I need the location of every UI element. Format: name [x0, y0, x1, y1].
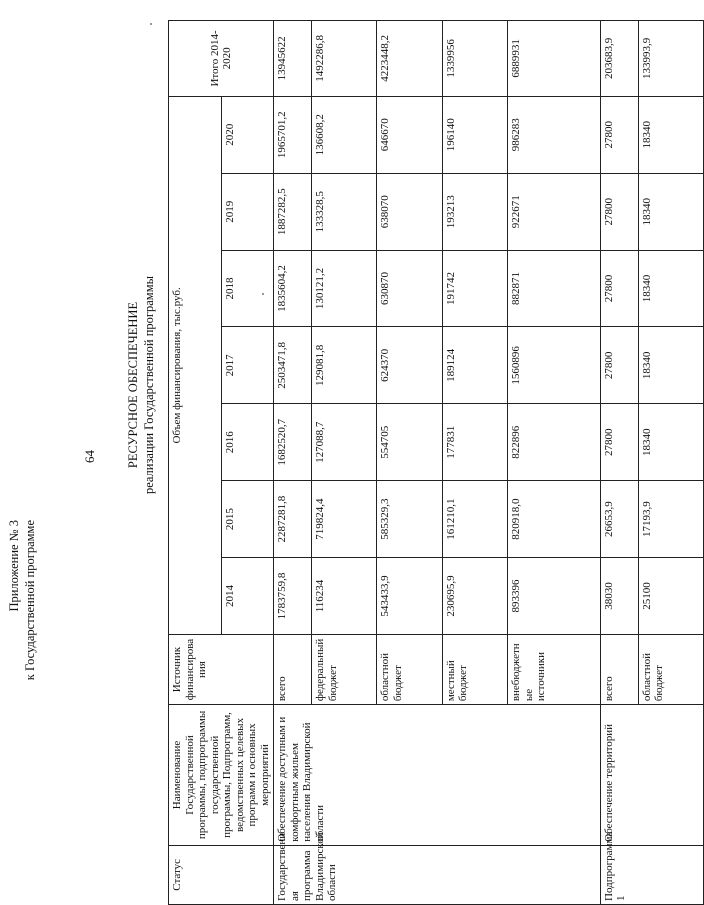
row-total: 4223448,2	[377, 21, 442, 97]
row-value: 38030	[600, 558, 638, 635]
row-value: 18340	[638, 327, 703, 404]
row-source: федеральный бюджет	[312, 634, 377, 704]
row-value: 27800	[600, 404, 638, 481]
row-value: 191742	[442, 250, 507, 327]
row-status: Государствени ая программа Владимирской области	[274, 845, 601, 904]
row-value: 136608,2	[312, 96, 377, 173]
header-year: 2019	[221, 173, 274, 250]
header-total: Итого 2014-2020	[169, 21, 274, 97]
row-source: областной бюджет	[638, 634, 703, 704]
row-value: 193213	[442, 173, 507, 250]
table-row	[274, 21, 312, 905]
table-body	[274, 21, 704, 905]
row-value: 585329,3	[377, 481, 442, 558]
row-value: 719824,4	[312, 481, 377, 558]
row-value: 624370	[377, 327, 442, 404]
row-value: 1682520,7	[274, 404, 312, 481]
row-value: 822896	[508, 404, 601, 481]
appendix-line-1: Приложение № 3	[7, 520, 21, 612]
row-value: 1835604,2	[274, 250, 312, 327]
row-value: 18340	[638, 173, 703, 250]
row-value: 18340	[638, 404, 703, 481]
row-value: 18340	[638, 250, 703, 327]
document-title	[125, 165, 157, 605]
row-value: 116234	[312, 558, 377, 635]
row-source: областной бюджет	[377, 634, 442, 704]
row-value: 189124	[442, 327, 507, 404]
row-value: 646670	[377, 96, 442, 173]
row-value: 129081,8	[312, 327, 377, 404]
row-value: 820918,0	[508, 481, 601, 558]
row-total: 1339956	[442, 21, 507, 97]
table-row	[600, 21, 638, 905]
row-value: 133328,5	[312, 173, 377, 250]
page-number: 64	[82, 450, 97, 463]
row-name: Обеспечение территорий	[600, 705, 703, 846]
row-value: 1560896	[508, 327, 601, 404]
row-value: 893396	[508, 558, 601, 635]
header-year: 2020	[221, 96, 274, 173]
row-source: всего	[274, 634, 312, 704]
row-value: 630870	[377, 250, 442, 327]
row-value: 17193,9	[638, 481, 703, 558]
row-value: 2287281,8	[274, 481, 312, 558]
resource-table	[168, 20, 704, 905]
row-value: 18340	[638, 96, 703, 173]
row-value: 230695,9	[442, 558, 507, 635]
header-row-1	[169, 21, 222, 905]
header-funding: Объем финансирования, тыс.руб.	[169, 96, 222, 634]
header-year: 2015	[221, 481, 274, 558]
row-value: 27800	[600, 250, 638, 327]
row-value: 127088,7	[312, 404, 377, 481]
row-name: Обеспечение доступным и комфортным жильем населения Владимирской области	[274, 705, 601, 846]
row-value: 130121,2	[312, 250, 377, 327]
row-value: 196140	[442, 96, 507, 173]
row-value: 27800	[600, 96, 638, 173]
row-value: 1783759,8	[274, 558, 312, 635]
row-value: 882871	[508, 250, 601, 327]
row-value: 161210,1	[442, 481, 507, 558]
row-source: внебюджетн ые источники	[508, 634, 601, 704]
row-value: 25100	[638, 558, 703, 635]
appendix-line-2: к Государственной программе	[23, 520, 37, 681]
row-value: 986283	[508, 96, 601, 173]
row-total: 133993,9	[638, 21, 703, 97]
header-year: 2018	[221, 250, 274, 327]
row-value: 27800	[600, 173, 638, 250]
header-year: 2016	[221, 404, 274, 481]
row-value: 1887282,5	[274, 173, 312, 250]
row-value: 554705	[377, 404, 442, 481]
row-value: 27800	[600, 327, 638, 404]
row-total: 1492286,8	[312, 21, 377, 97]
title-line-1: РЕСУРСНОЕ ОБЕСПЕЧЕНИЕ	[126, 301, 140, 469]
appendix-note	[6, 520, 38, 880]
row-source: всего	[600, 634, 638, 704]
row-status: Подпрограмма 1	[600, 845, 703, 904]
row-value: 2503471,8	[274, 327, 312, 404]
header-name: Наименование Государственной программы, подпрограммы государственной программы, Подпрограмм, ведомственных целевых программ и основных мероприятий	[169, 705, 274, 846]
row-total: 6889931	[508, 21, 601, 97]
header-source: Источник финансирова ния	[169, 634, 274, 704]
row-value: 177831	[442, 404, 507, 481]
scan-speck	[262, 293, 264, 295]
row-value: 1965701,2	[274, 96, 312, 173]
header-year: 2014	[221, 558, 274, 635]
title-line-2: реализации Государственной программы	[142, 275, 156, 495]
row-value: 26653,9	[600, 481, 638, 558]
row-source: местный бюджет	[442, 634, 507, 704]
row-total: 203683,9	[600, 21, 638, 97]
row-total: 13945622	[274, 21, 312, 97]
header-status: Статус	[169, 845, 274, 904]
scan-speck	[150, 23, 152, 25]
row-value: 543433,9	[377, 558, 442, 635]
row-value: 922671	[508, 173, 601, 250]
header-year: 2017	[221, 327, 274, 404]
row-value: 638070	[377, 173, 442, 250]
